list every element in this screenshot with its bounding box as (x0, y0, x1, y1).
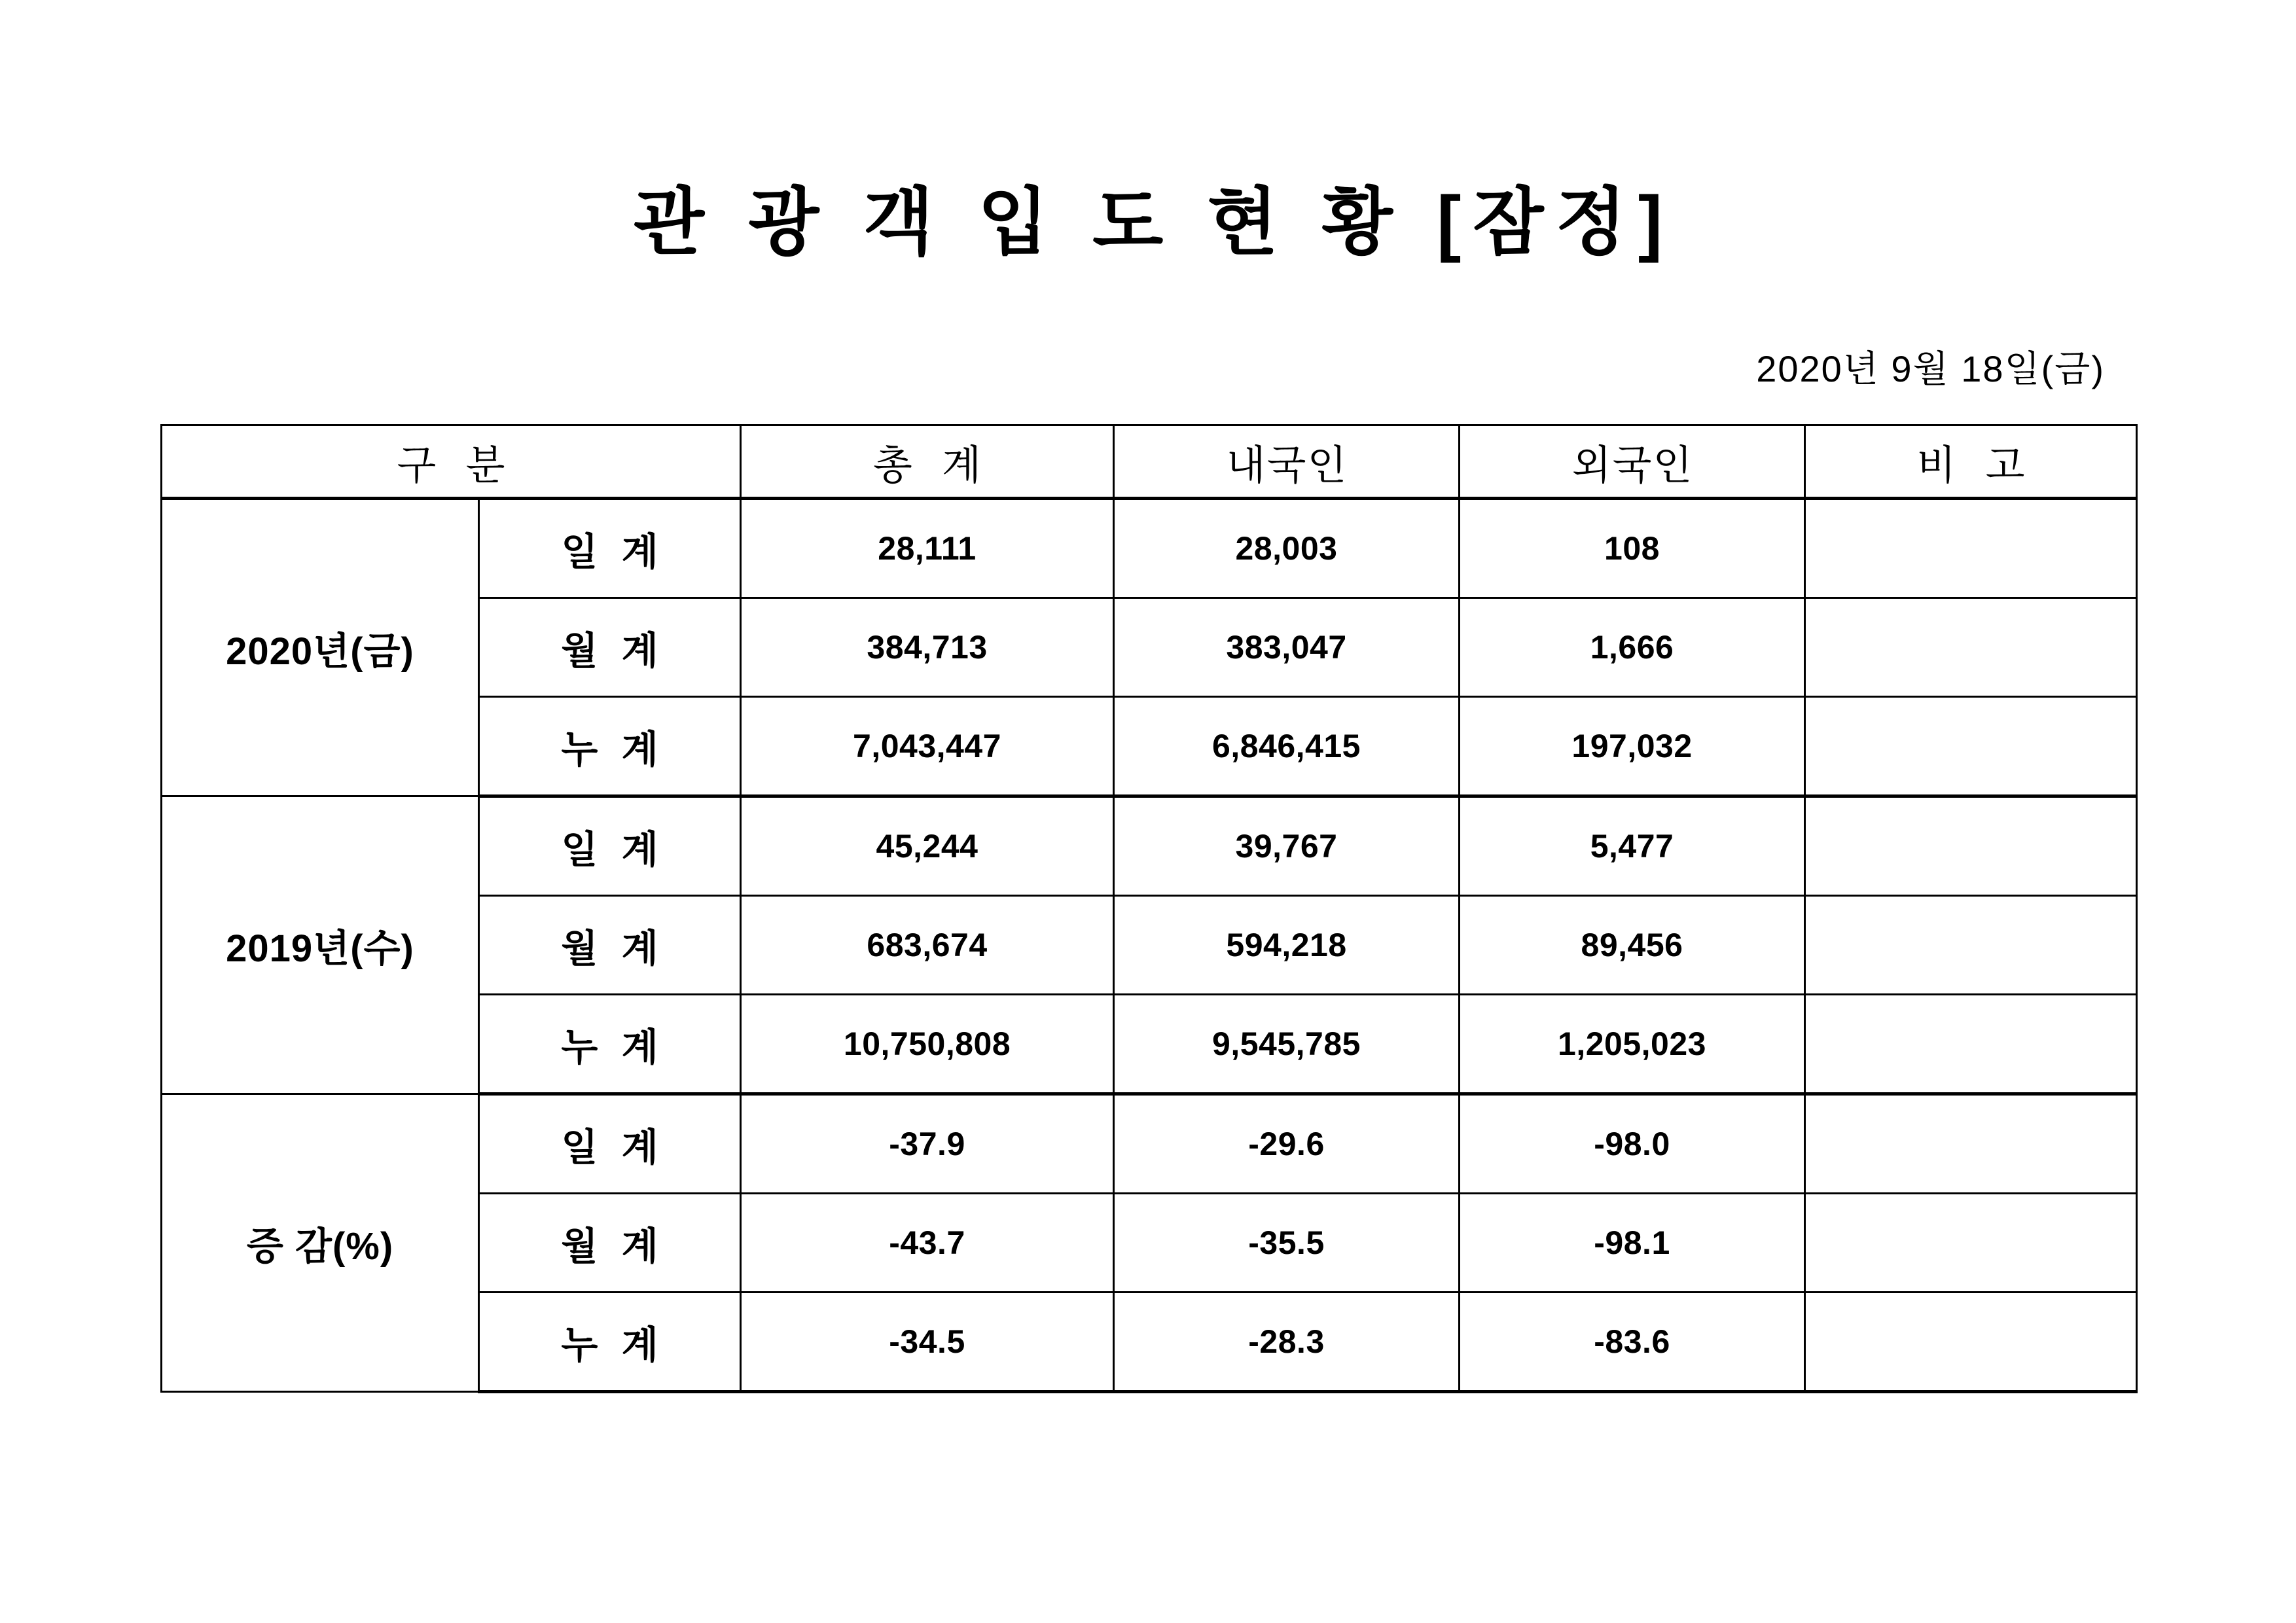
row-group-label: 증 감(%) (162, 1094, 479, 1392)
row-sub-label: 누 계 (479, 1293, 741, 1392)
table-row (162, 499, 2137, 598)
cell-foreign: -83.6 (1460, 1293, 1805, 1392)
column-header: 외국인 (1460, 425, 1805, 499)
cell-domestic: 39,767 (1114, 796, 1460, 896)
cell-total: 10,750,808 (741, 995, 1114, 1094)
cell-total: 683,674 (741, 896, 1114, 995)
cell-domestic: 28,003 (1114, 499, 1460, 598)
report-date: 2020년 9월 18일(금) (1756, 348, 2105, 389)
cell-total: -43.7 (741, 1194, 1114, 1293)
cell-domestic: -35.5 (1114, 1194, 1460, 1293)
row-sub-label: 일 계 (479, 499, 741, 598)
cell-total: 45,244 (741, 796, 1114, 896)
cell-note (1805, 598, 2137, 697)
column-header: 구 분 (162, 425, 741, 499)
cell-foreign: -98.0 (1460, 1094, 1805, 1194)
statistics-table-container (160, 424, 2136, 1393)
row-sub-label: 월 계 (479, 1194, 741, 1293)
table-row (162, 796, 2137, 896)
cell-note (1805, 896, 2137, 995)
row-sub-label: 일 계 (479, 796, 741, 896)
page-title: 관 광 객 입 도 현 황 [잠정] (633, 181, 1675, 263)
row-group-label: 2020년(금) (162, 499, 479, 796)
table-header-row (162, 425, 2137, 499)
table-row (162, 1094, 2137, 1194)
cell-domestic: 594,218 (1114, 896, 1460, 995)
column-header: 내국인 (1114, 425, 1460, 499)
cell-domestic: -28.3 (1114, 1293, 1460, 1392)
cell-foreign: -98.1 (1460, 1194, 1805, 1293)
cell-note (1805, 697, 2137, 796)
cell-total: 28,111 (741, 499, 1114, 598)
cell-note (1805, 995, 2137, 1094)
row-sub-label: 월 계 (479, 896, 741, 995)
cell-note (1805, 1094, 2137, 1194)
cell-foreign: 5,477 (1460, 796, 1805, 896)
cell-domestic: 9,545,785 (1114, 995, 1460, 1094)
cell-foreign: 1,666 (1460, 598, 1805, 697)
cell-note (1805, 1194, 2137, 1293)
tourist-arrivals-table (160, 424, 2138, 1393)
row-sub-label: 누 계 (479, 697, 741, 796)
column-header: 총 계 (741, 425, 1114, 499)
cell-domestic: 6,846,415 (1114, 697, 1460, 796)
cell-total: -37.9 (741, 1094, 1114, 1194)
cell-note (1805, 499, 2137, 598)
cell-foreign: 197,032 (1460, 697, 1805, 796)
cell-total: -34.5 (741, 1293, 1114, 1392)
cell-total: 7,043,447 (741, 697, 1114, 796)
cell-total: 384,713 (741, 598, 1114, 697)
cell-note (1805, 1293, 2137, 1392)
row-sub-label: 월 계 (479, 598, 741, 697)
cell-foreign: 1,205,023 (1460, 995, 1805, 1094)
cell-foreign: 89,456 (1460, 896, 1805, 995)
cell-domestic: -29.6 (1114, 1094, 1460, 1194)
row-sub-label: 누 계 (479, 995, 741, 1094)
cell-note (1805, 796, 2137, 896)
row-group-label: 2019년(수) (162, 796, 479, 1094)
column-header: 비 고 (1805, 425, 2137, 499)
cell-foreign: 108 (1460, 499, 1805, 598)
row-sub-label: 일 계 (479, 1094, 741, 1194)
cell-domestic: 383,047 (1114, 598, 1460, 697)
